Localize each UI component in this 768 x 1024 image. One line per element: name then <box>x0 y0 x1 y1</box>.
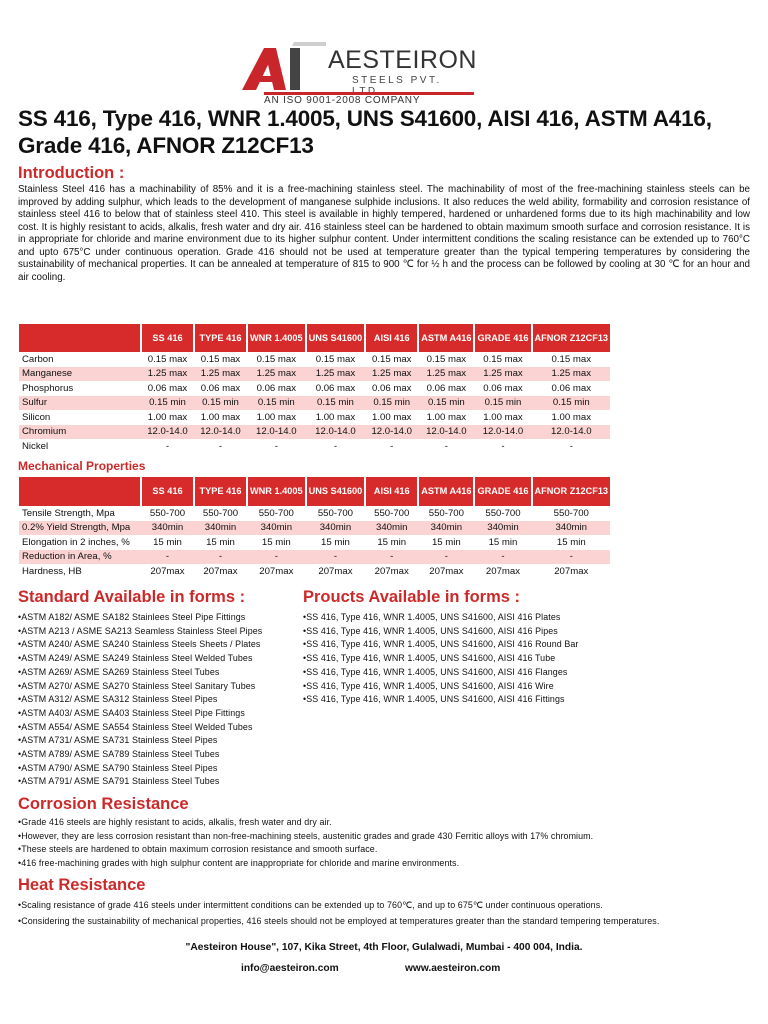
table-row <box>19 396 610 411</box>
logo-subtitle: STEELS PVT. <box>352 75 442 86</box>
footer-address: "Aesteiron House", 107, Kika Street, 4th Floor, Gulalwadi, Mumbai - 400 004, India. <box>185 942 583 953</box>
table-cell: 550-700 <box>202 507 239 519</box>
table-cell: 340min <box>474 521 531 536</box>
list-item: • Grade 416 steels are highly resistant to acids, alkalis, fresh water and dry air. <box>18 816 758 830</box>
list-item: • ASTM A731/ ASME SA731 Stainless Steel Pipes <box>18 734 308 748</box>
table-cell: - <box>194 550 247 565</box>
table-cell: - <box>474 550 531 565</box>
row-label: Silicon <box>22 411 51 423</box>
list-item: • ASTM A269/ ASME SA269 Stainless Steel Tubes <box>18 666 308 680</box>
table-cell: 1.00 max <box>256 411 297 423</box>
table-cell: 340min <box>247 521 306 536</box>
table-cell: 1.00 max <box>372 411 412 423</box>
table-cell: 207max <box>429 565 464 577</box>
table-cell: 0.15 min <box>247 396 306 411</box>
table-cell: 550-700 <box>149 507 186 519</box>
mechanical-properties-heading: Mechanical Properties <box>18 459 146 473</box>
table-cell: - <box>532 550 611 565</box>
table-cell: 15 min <box>431 536 461 548</box>
footer-website-link[interactable]: www.aesteiron.com <box>405 963 501 974</box>
table-cell: 12.0-14.0 <box>247 425 306 440</box>
standards-list <box>18 611 308 789</box>
table-cell: 1.25 max <box>141 367 194 382</box>
table-cell: 1.00 max <box>483 411 523 423</box>
table-cell: 12.0-14.0 <box>418 425 474 440</box>
table-cell: 340min <box>365 521 418 536</box>
table-cell: 15 min <box>556 536 586 548</box>
column-header: UNS S41600 <box>306 324 366 352</box>
products-list <box>303 611 763 707</box>
table-cell: 1.00 max <box>200 411 241 423</box>
table-cell: 207max <box>259 565 294 577</box>
row-label: Manganese <box>19 367 141 382</box>
table-cell: 0.15 max <box>147 353 188 365</box>
column-header: ASTM A416 <box>418 477 474 506</box>
table-corner-header <box>19 477 141 506</box>
table-row <box>19 367 610 382</box>
table-cell: 0.15 max <box>551 353 592 365</box>
table-cell: 0.15 min <box>474 396 531 411</box>
list-item: • SS 416, Type 416, WNR 1.4005, UNS S41600, AISI 416 Pipes <box>303 625 763 639</box>
table-row <box>19 550 610 565</box>
table-cell: 0.06 max <box>426 382 467 394</box>
page-title: SS 416, Type 416, WNR 1.4005, UNS S41600, AISI 416, ASTM A416, Grade 416, AFNOR Z12CF13 <box>18 106 712 158</box>
list-item: • SS 416, Type 416, WNR 1.4005, UNS S41600, AISI 416 Wire <box>303 680 763 694</box>
list-item: • ASTM A554/ ASME SA554 Stainless Steel Welded Tubes <box>18 721 308 735</box>
table-cell: 207max <box>374 565 409 577</box>
table-cell: 1.25 max <box>418 367 474 382</box>
row-label: Phosphorus <box>22 382 74 394</box>
row-label: Chromium <box>19 425 141 440</box>
table-cell: 0.15 max <box>256 353 297 365</box>
row-label: Elongation in 2 inches, % <box>22 536 130 548</box>
table-cell: 0.15 min <box>365 396 418 411</box>
column-header: UNS S41600 <box>306 477 366 506</box>
list-item: • SS 416, Type 416, WNR 1.4005, UNS S41600, AISI 416 Tube <box>303 652 763 666</box>
list-item: • SS 416, Type 416, WNR 1.4005, UNS S41600, AISI 416 Round Bar <box>303 638 763 652</box>
table-cell: 1.25 max <box>194 367 247 382</box>
row-label: Hardness, HB <box>22 565 82 577</box>
table-cell: - <box>141 550 194 565</box>
table-cell: 207max <box>318 565 353 577</box>
table-cell: 340min <box>306 521 366 536</box>
table-cell: 0.15 min <box>141 396 194 411</box>
table-cell: - <box>365 550 418 565</box>
table-cell: - <box>274 440 278 452</box>
list-item: • ASTM A240/ ASME SA240 Stainless Steels Sheets / Plates <box>18 638 308 652</box>
table-cell: 12.0-14.0 <box>194 425 247 440</box>
table-cell: 340min <box>532 521 611 536</box>
table-row <box>19 521 610 536</box>
table-cell: - <box>501 440 505 452</box>
logo-iso-text: AN ISO 9001-2008 COMPANY <box>264 95 421 106</box>
table-cell: 1.25 max <box>532 367 611 382</box>
list-item: • SS 416, Type 416, WNR 1.4005, UNS S41600, AISI 416 Plates <box>303 611 763 625</box>
table-cell: - <box>444 440 448 452</box>
table-cell: 550-700 <box>485 507 521 519</box>
corrosion-heading: Corrosion Resistance <box>18 795 189 813</box>
intro-heading: Introduction : <box>18 164 125 182</box>
table-cell: 1.00 max <box>426 411 467 423</box>
table-cell: - <box>306 550 366 565</box>
table-cell: 15 min <box>206 536 235 548</box>
heat-heading: Heat Resistance <box>18 876 146 894</box>
list-item: • ASTM A790/ ASME SA790 Stainless Steel Pipes <box>18 762 308 776</box>
table-cell: 550-700 <box>258 507 294 519</box>
table-cell: 0.15 min <box>194 396 247 411</box>
heat-list <box>18 897 758 929</box>
table-cell: 15 min <box>261 536 291 548</box>
table-cell: 1.25 max <box>474 367 531 382</box>
table-corner-header: Chemical Composition <box>19 324 141 352</box>
logo-name: AESTEIRON <box>328 46 477 74</box>
table-cell: 0.06 max <box>372 382 412 394</box>
list-item: • ASTM A403/ ASME SA403 Stainless Steel Pipe Fittings <box>18 707 308 721</box>
row-label: Sulfur <box>19 396 141 411</box>
column-header: AISI 416 <box>365 324 418 352</box>
list-item: • These steels are hardened to obtain maximum corrosion resistance and smooth surface. <box>18 843 758 857</box>
table-cell: 12.0-14.0 <box>306 425 366 440</box>
row-label: Nickel <box>22 440 49 452</box>
table-row <box>19 425 610 440</box>
table-row <box>19 352 610 367</box>
column-header: TYPE 416 <box>194 477 247 506</box>
table-cell: 0.06 max <box>147 382 188 394</box>
list-item: • SS 416, Type 416, WNR 1.4005, UNS S41600, AISI 416 Fittings <box>303 693 763 707</box>
column-header: GRADE 416 <box>474 477 531 506</box>
mechanical-properties-table <box>18 477 610 579</box>
list-item: • ASTM A182/ ASME SA182 Stainlees Steel Pipe Fittings <box>18 611 308 625</box>
table-cell: 340min <box>141 521 194 536</box>
table-cell: - <box>333 440 338 452</box>
table-cell: 340min <box>194 521 247 536</box>
company-logo <box>234 42 477 108</box>
ai-logo-icon <box>234 42 326 94</box>
table-cell: 15 min <box>377 536 407 548</box>
list-item: • ASTM A789/ ASME SA789 Stainless Steel Tubes <box>18 748 308 762</box>
intro-paragraph: Stainless Steel 416 has a machinability of 85% and it is a free-machining stainless steel. The machinability of most of the free-machining stainless steels can be improved by adding sulphur, which leads to the development of manganese sulphide inclusions. It also reduces the weld ability, formability and corrosion resistance of stainless steel 416 to below that of stainless steel 410. This steel is available in highly tempered, hardened or unhardened forms due to its high machinability and low cost. It is highly resistant to acids, alkalis, fresh water and dry air. 416 stainless steel can be hardened to obtain maximum smooth surface and corrosion resistance. It is in appropriate for chloride and marine environment due to its higher sulphur content. Under intermittent conditions the scaling resistance can be extended up to 760°C and upto 675°C under continuous operation. Grade 416 should not be used at temperature greater than the typical tempering temperatures by considering the sustainability of mechanical properties. It can be annealed at temperature of 815 to 900 ℃ for ½ h and the process can be followed by cooling at 30 ℃ for an hour and air cooling. <box>18 184 750 283</box>
table-header-row <box>19 324 610 352</box>
table-cell: 0.15 max <box>483 353 523 365</box>
table-row <box>19 535 610 550</box>
list-item: • Considering the sustainability of mechanical properties, 416 steels should not be employed at temperatures greater than the standard tempering temperatures. <box>18 913 758 929</box>
table-cell: 12.0-14.0 <box>365 425 418 440</box>
table-cell: 1.00 max <box>315 411 356 423</box>
column-header: AFNOR Z12CF13 <box>532 477 611 506</box>
column-header: AISI 416 <box>365 477 418 506</box>
table-cell: 1.25 max <box>306 367 366 382</box>
table-cell: 0.15 max <box>315 353 356 365</box>
column-header: SS 416 <box>141 477 194 506</box>
column-header: TYPE 416 <box>194 324 247 352</box>
table-cell: - <box>247 550 306 565</box>
column-header: SS 416 <box>141 324 194 352</box>
table-cell: 12.0-14.0 <box>141 425 194 440</box>
table-cell: 0.15 max <box>200 353 241 365</box>
table-cell: 207max <box>485 565 521 577</box>
row-label: Reduction in Area, % <box>19 550 141 565</box>
row-label: 0.2% Yield Strength, Mpa <box>19 521 141 536</box>
list-item: • 416 free-machining grades with high sulphur content are inappropriate for chloride and marine environments. <box>18 857 758 871</box>
table-row <box>19 506 610 521</box>
table-cell: 550-700 <box>317 507 354 519</box>
table-cell: 550-700 <box>553 507 589 519</box>
products-heading: Proucts Available in forms : <box>303 588 520 606</box>
table-cell: 0.06 max <box>200 382 241 394</box>
table-cell: 0.06 max <box>256 382 297 394</box>
table-cell: 0.15 max <box>372 353 412 365</box>
row-label: Tensile Strength, Mpa <box>22 507 115 519</box>
table-cell: 0.15 max <box>426 353 467 365</box>
table-cell: - <box>569 440 573 452</box>
list-item: • ASTM A791/ ASME SA791 Stainless Steel Tubes <box>18 775 308 789</box>
table-cell: 1.00 max <box>147 411 188 423</box>
table-cell: 550-700 <box>374 507 410 519</box>
standards-heading: Standard Available in forms : <box>18 588 246 606</box>
column-header: WNR 1.4005 <box>247 324 306 352</box>
table-cell: 1.25 max <box>247 367 306 382</box>
column-header: GRADE 416 <box>474 324 531 352</box>
table-cell: 207max <box>554 565 589 577</box>
table-row <box>19 381 610 396</box>
table-cell: 12.0-14.0 <box>532 425 611 440</box>
table-cell: 0.15 min <box>418 396 474 411</box>
list-item: • However, they are less corrosion resistant than non-free-machining steels, austenitic grades and grade 430 Ferritic alloys with 17% chromium. <box>18 830 758 844</box>
footer-email-link[interactable]: info@aesteiron.com <box>241 963 339 974</box>
column-header: ASTM A416 <box>418 324 474 352</box>
table-cell: 0.15 min <box>306 396 366 411</box>
table-row <box>19 439 610 454</box>
table-cell: 1.25 max <box>365 367 418 382</box>
table-cell: 1.00 max <box>551 411 592 423</box>
table-header-row <box>19 477 610 506</box>
table-row <box>19 564 610 579</box>
list-item: • Scaling resistance of grade 416 steels under intermittent conditions can be extended up to 760℃, and up to 675℃ under continuous operations. <box>18 897 758 913</box>
table-cell: 15 min <box>153 536 182 548</box>
table-cell: 207max <box>203 565 238 577</box>
table-cell: 15 min <box>321 536 350 548</box>
list-item: • ASTM A270/ ASME SA270 Stainless Steel Sanitary Tubes <box>18 680 308 694</box>
table-cell: 12.0-14.0 <box>474 425 531 440</box>
table-cell: - <box>218 440 223 452</box>
table-cell: 207max <box>150 565 185 577</box>
table-cell: 0.06 max <box>551 382 592 394</box>
table-cell: 0.15 min <box>532 396 611 411</box>
table-cell: - <box>165 440 170 452</box>
chemical-composition-table <box>18 324 610 454</box>
table-row <box>19 410 610 425</box>
table-cell: - <box>390 440 394 452</box>
list-item: • ASTM A312/ ASME SA312 Stainless Steel Pipes <box>18 693 308 707</box>
corrosion-list <box>18 816 758 871</box>
table-cell: - <box>418 550 474 565</box>
column-header: AFNOR Z12CF13 <box>532 324 611 352</box>
column-header: WNR 1.4005 <box>247 477 306 506</box>
list-item: • ASTM A249/ ASME SA249 Stainless Steel Welded Tubes <box>18 652 308 666</box>
table-cell: 0.06 max <box>315 382 356 394</box>
table-cell: 550-700 <box>428 507 464 519</box>
table-cell: 0.06 max <box>483 382 523 394</box>
list-item: • SS 416, Type 416, WNR 1.4005, UNS S41600, AISI 416 Flanges <box>303 666 763 680</box>
row-label: Carbon <box>22 353 54 365</box>
table-cell: 15 min <box>488 536 518 548</box>
list-item: • ASTM A213 / ASME SA213 Seamless Stainless Steel Pipes <box>18 625 308 639</box>
table-cell: 340min <box>418 521 474 536</box>
